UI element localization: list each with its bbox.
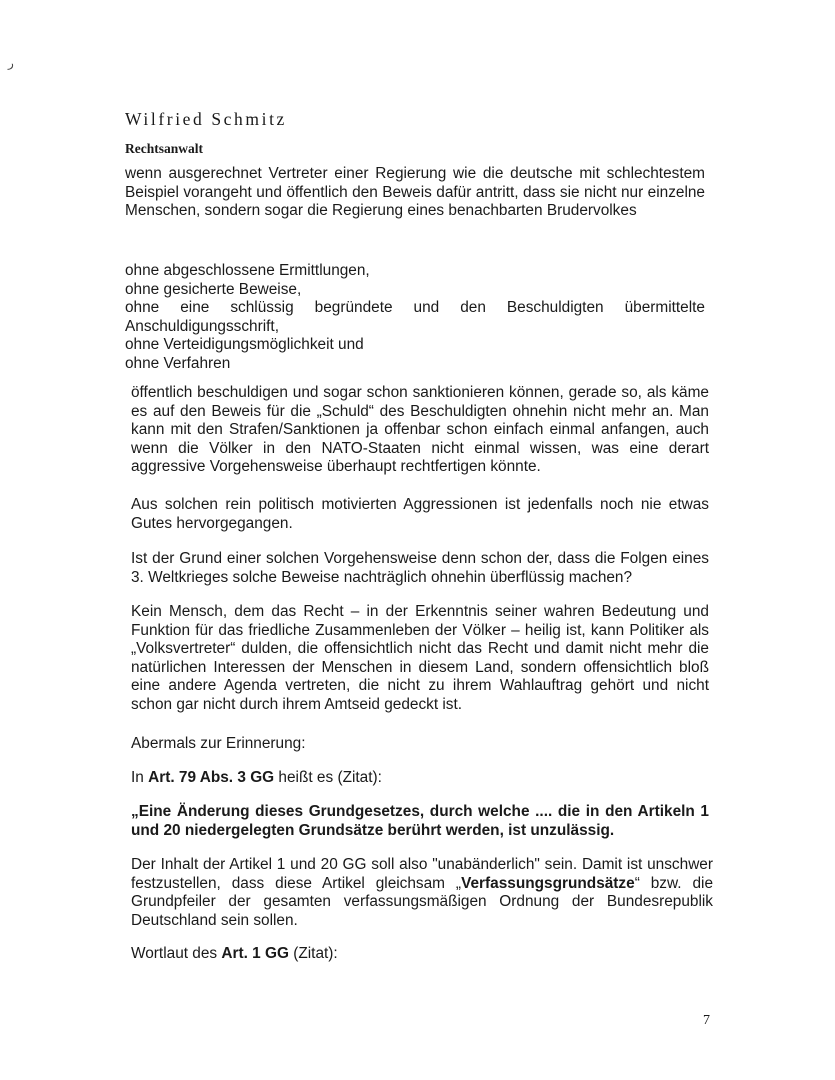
emphasis-term: Verfassungsgrundsätze [461, 874, 635, 892]
list-item: ohne eine schlüssig begründete und den Beschuldigten übermittelte Anschuldigungsschrift, [125, 299, 705, 335]
text-run: (Zitat): [288, 945, 338, 962]
paragraph-6: Abermals zur Erinnerung: [131, 735, 306, 752]
article-reference: Art. 1 GG [221, 945, 289, 962]
conditions-list [125, 262, 705, 374]
quote-art-79: „Eine Änderung dieses Grundgesetzes, durch welche .... die in den Artikeln 1 und 20 niedergelegten Grundsätze berührt werden, ist unzulässig. [131, 803, 709, 839]
page-number: 7 [703, 1013, 710, 1028]
text-run: In [131, 769, 149, 786]
paragraph-4: Ist der Grund einer solchen Vorgehensweise denn schon der, dass die Folgen eines 3. Weltkrieges solche Beweise nachträglich ohnehin überflüssig machen? [131, 550, 709, 586]
letterhead-role: Rechtsanwalt [125, 141, 203, 156]
paragraph-5: Kein Mensch, dem das Recht – in der Erkenntnis seiner wahren Bedeutung und Funktion für das friedliche Zusammenleben der Völker – heilig ist, kann Politiker als „Volksvertreter“ dulden, die offensichtlich nicht das Recht und damit nicht mehr die natürlichen Interessen der Menschen in diesem Land, sondern offensichtlich bloß eine andere Agenda vertreten, die nicht zu ihrem Wahlauftrag gehört und nicht schon gar nicht durch ihrem Amtseid gedeckt ist. [131, 603, 709, 713]
paragraph-8 [131, 856, 713, 930]
list-item: ohne Verfahren [125, 354, 231, 372]
paragraph-1: wenn ausgerechnet Vertreter einer Regierung wie die deutsche mit schlechtestem Beispiel vorangeht und öffentlich den Beweis dafür antritt, dass sie nicht nur einzelne Menschen, sondern sogar die Regierung eines benachbarten Brudervolkes [125, 165, 705, 220]
letterhead-author: Wilfried Schmitz [125, 109, 287, 129]
list-item: ohne gesicherte Beweise, [125, 280, 302, 298]
text-run: “ bzw. die Grundpfeiler der gesamten verfassungsmäßigen Ordnung der Bundesrepublik Deutschland sein sollen. [131, 874, 714, 929]
article-reference: Art. 79 Abs. 3 GG [148, 769, 275, 786]
paragraph-7 [131, 769, 709, 788]
list-item: ohne Verteidigungsmöglichkeit und [125, 336, 364, 354]
list-item: ohne abgeschlossene Ermittlungen, [125, 262, 370, 279]
text-run: Der Inhalt der Artikel 1 und 20 GG soll also "unabänderlich" sein. Damit ist unschwer festzustellen, dass diese Artikel gleichsam „ [131, 856, 713, 892]
paragraph-2: öffentlich beschuldigen und sogar schon sanktionieren können, gerade so, als käme es auf den Beweis für die „Schuld“ des Beschuldigten ohnehin nicht mehr an. Man kann mit den Strafen/Sanktionen ja offenbar schon einfach einmal anfangen, auch wenn die Völker in den NATO-Staaten nicht einmal wissen, was eine derart aggressive Vorgehensweise überhaupt rechtfertigen könnte. [131, 384, 709, 476]
paragraph-9 [131, 945, 709, 964]
margin-mark: ر [8, 56, 14, 70]
text-run: Wortlaut des [131, 945, 222, 962]
text-run: heißt es (Zitat): [274, 769, 382, 786]
paragraph-3: Aus solchen rein politisch motivierten Aggressionen ist jedenfalls noch nie etwas Gutes hervorgegangen. [131, 496, 709, 532]
